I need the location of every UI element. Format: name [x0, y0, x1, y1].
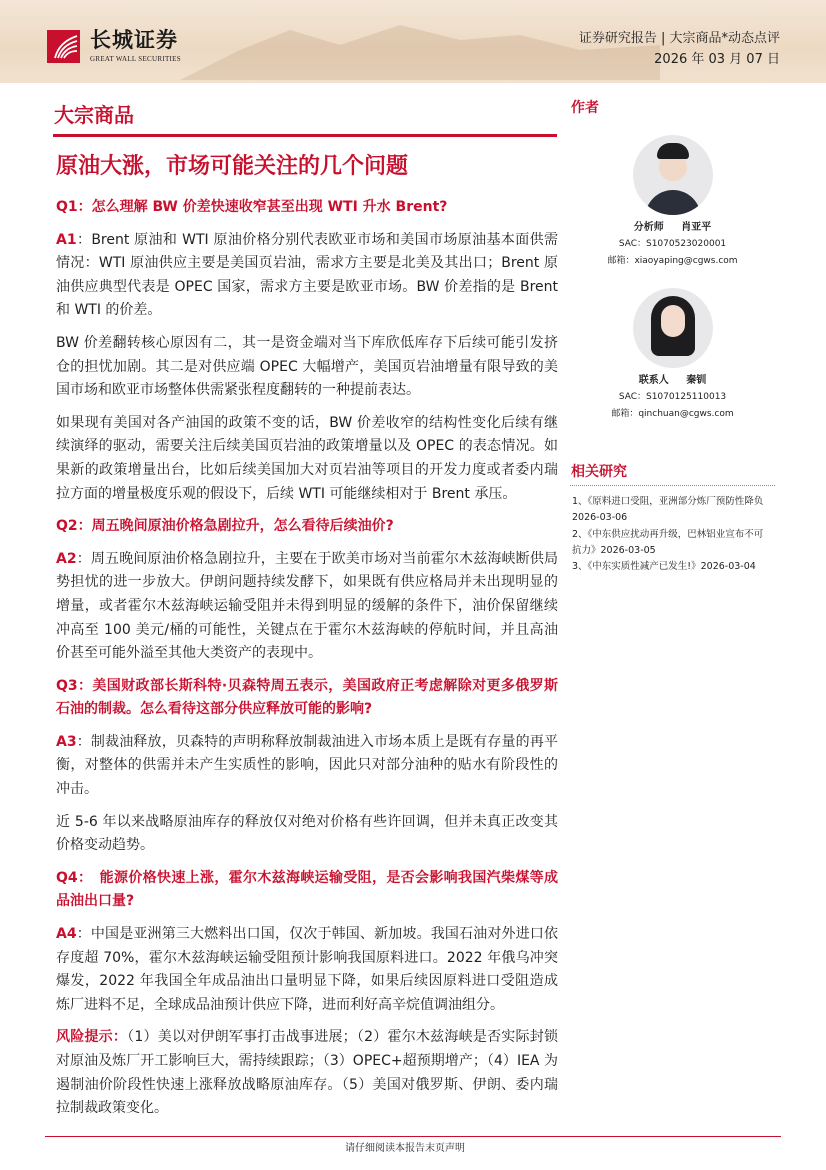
- page-title: 原油大涨，市场可能关注的几个问题: [56, 154, 409, 179]
- answer-label: A1: [56, 231, 77, 248]
- answer-text: ：中国是亚洲第三大燃料出口国，仅次于韩国、新加坡。我国石油对外进口依存度超 70%，霍尔木兹海峡运输受阻预计影响我国原料进口。2022 年俄乌冲突爆发，2022 年我国全年成品油出口量明显下降，如果后续因原料进口受阻造成炼厂进料不足，全球成品油预计供应下降，进而利好高辛烷值调油组分。: [56, 926, 558, 1013]
- related-research-list: [572, 494, 780, 575]
- brand-name-en: GREAT WALL SECURITIES: [90, 55, 181, 63]
- header-banner: [0, 0, 826, 83]
- report-date: 2026 年 03 月 07 日: [654, 52, 780, 67]
- answer-1: [56, 229, 558, 323]
- contact-email: 邮箱：qinchuan@cgws.com: [611, 409, 734, 419]
- analyst-sac: SAC：S1070523020001: [618, 239, 727, 249]
- analyst-email: 邮箱：xiaoyaping@cgws.com: [607, 256, 738, 266]
- report-type: 证券研究报告 | 大宗商品*动态点评: [578, 31, 780, 46]
- question-3: Q3：美国财政部长斯科特·贝森特周五表示，美国政府正考虑解除对更多俄罗斯石油的制裁。怎么看待这部分供应释放可能的影响?: [56, 677, 558, 718]
- contact-sac: SAC：S1070125110013: [618, 392, 727, 402]
- answer-label: A2: [56, 550, 77, 567]
- footer-divider: [45, 1136, 781, 1137]
- related-item[interactable]: 3、《中东实质性减产已发生!》2026-03-04: [572, 561, 756, 573]
- risk-label: 风险提示：: [56, 1029, 128, 1046]
- question-4: Q4： 能源价格快速上涨，霍尔木兹海峡运输受阻，是否会影响我国汽柴煤等成品油出口量?: [56, 869, 558, 910]
- company-logo-icon: [47, 30, 80, 63]
- answer-label: A4: [56, 926, 77, 943]
- related-item[interactable]: 1、《原料进口受阻，亚洲部分炼厂预防性降负: [572, 496, 764, 507]
- related-item-date: 抗力》2026-03-05: [572, 544, 656, 556]
- answer-3: [56, 731, 558, 802]
- paragraph: 如果现有美国对各产油国的政策不变的话，BW 价差收窄的结构性变化后续有继续演绎的驱动，需要关注后续美国页岩油的政策增量以及 OPEC 的表态情况。如果新的政策增量出台，比如后续美国加大对页岩油等项目的开发力度或者委内瑞拉方面的增量极度乐观的假设下，后续 WTI 可能继续相对于 Brent 承压。: [56, 414, 558, 502]
- risk-text: （1）美以对伊朗军事打击战事进展；（2）霍尔木兹海峡是否实际封锁对原油及炼厂开工影响巨大，需持续跟踪；（3）OPEC+超预期增产；（4）IEA 为遏制油价阶段性快速上涨释放战略原油库存。（5）美国对俄罗斯、伊朗、委内瑞拉制裁政策变化。: [56, 1029, 558, 1117]
- contact-name: 联系人 秦钏: [638, 375, 707, 386]
- related-research-heading: 相关研究: [571, 464, 627, 480]
- answer-text: ：制裁油释放，贝森特的声明称释放制裁油进入市场本质上是既有存量的再平衡，对整体的供需并未产生实质性的影响，因此只对部分油种的贴水有阶段性的冲击。: [56, 733, 558, 798]
- analyst-name: 分析师 肖亚平: [633, 222, 712, 233]
- risk-warning: [56, 1026, 558, 1120]
- paragraph: BW 价差翻转核心原因有二，其一是资金端对当下库欣低库存下后续可能引发挤仓的担忧加剧。其二是对供应端 OPEC 大幅增产，美国页岩油增量有限导致的美国市场和欧亚市场整体供需紧张程度翻转的一种提前表达。: [56, 334, 558, 399]
- section-label: 大宗商品: [54, 103, 134, 127]
- contact-photo: [633, 288, 713, 368]
- authors-heading: 作者: [571, 100, 599, 116]
- answer-4: [56, 923, 558, 1017]
- related-divider: [570, 485, 775, 486]
- answer-label: A3: [56, 733, 77, 750]
- question-2: Q2：周五晚间原油价格急剧拉升，怎么看待后续油价?: [56, 518, 394, 535]
- section-divider: [53, 134, 557, 137]
- related-item-date: 2026-03-06: [572, 512, 628, 524]
- question-1: Q1：怎么理解 BW 价差快速收窄甚至出现 WTI 升水 Brent?: [56, 199, 448, 215]
- brand-name: 长城证券: [90, 28, 178, 52]
- related-item[interactable]: 2、《中东供应扰动再升级，巴林铝业宣布不可: [572, 528, 764, 540]
- answer-text: ：Brent 原油和 WTI 原油价格分别代表欧亚市场和美国市场原油基本面供需情况：WTI 原油供应主要是美国页岩油，需求方主要是北美及其出口；Brent 原油供应典型代表是 OPEC 国家，需求方主要是欧亚市场。BW 价差指的是 Brent 和 WTI 的价差。: [56, 231, 558, 319]
- answer-text: ：周五晚间原油价格急剧拉升，主要在于欧美市场对当前霍尔木兹海峡断供局势担忧的进一步放大。伊朗问题持续发酵下，如果既有供应格局并未出现明显的增量，或者霍尔木兹海峡运输受阻并未得到明显的缓解的条件下，油价保留继续冲高至 100 美元/桶的可能性，关键点在于霍尔木兹海峡的停航时间，并且高油价甚至可能外溢至其他大类资产的表现中。: [56, 550, 558, 662]
- paragraph: 近 5-6 年以来战略原油库存的释放仅对绝对价格有些许回调，但并未真正改变其价格变动趋势。: [56, 813, 558, 854]
- footer-disclaimer: 请仔细阅读本报告末页声明: [345, 1143, 465, 1154]
- main-column: [56, 152, 558, 1130]
- analyst-photo: [633, 135, 713, 215]
- answer-2: [56, 548, 558, 666]
- sidebar: [560, 99, 785, 575]
